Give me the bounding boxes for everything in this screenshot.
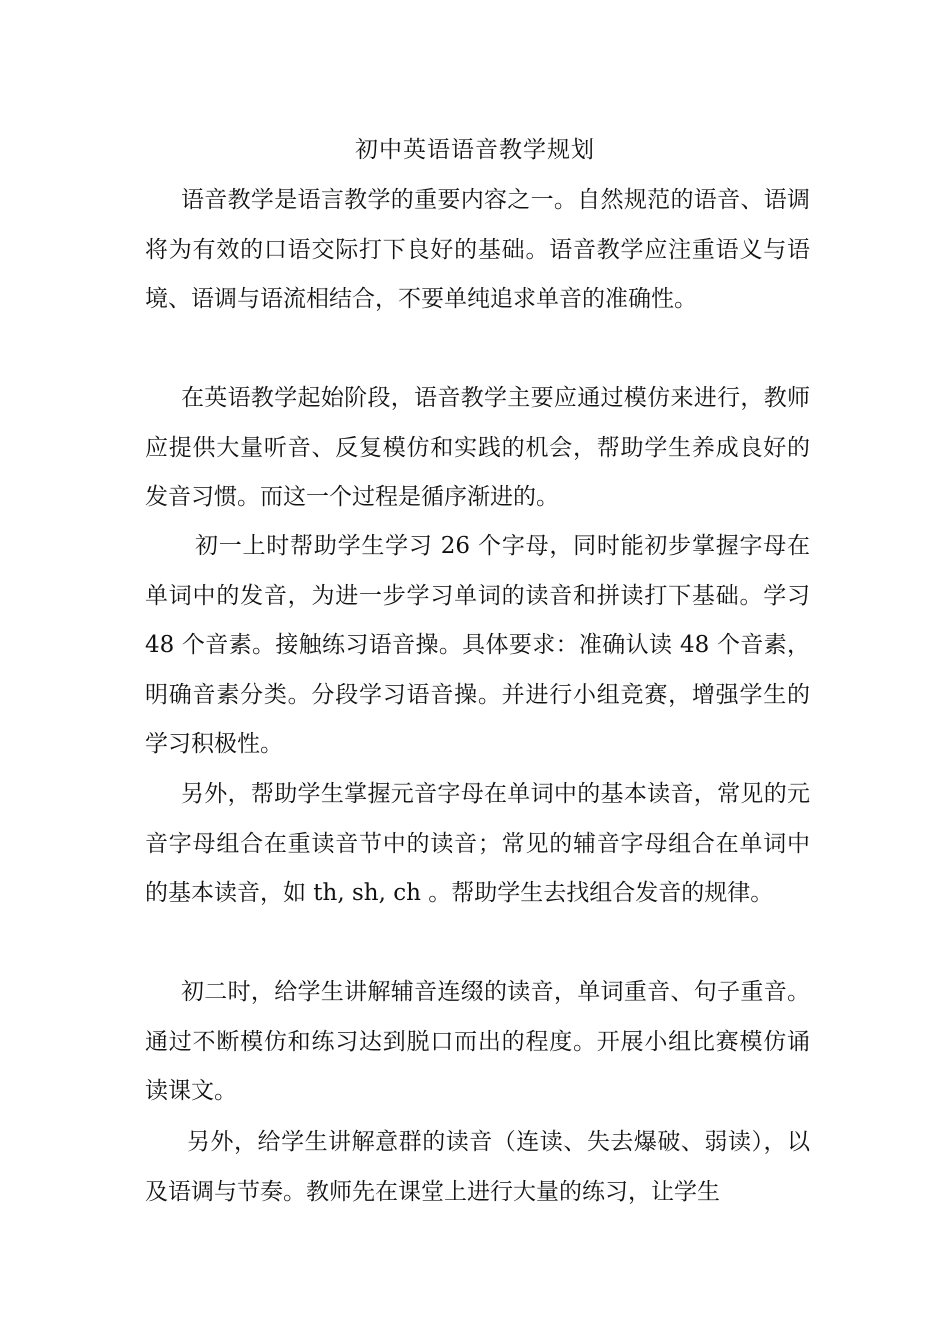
paragraph-6: 另外，给学生讲解意群的读音（连读、失去爆破、弱读），以及语调与节奏。教师先在课堂上进行大量的练习，让学生 [145, 1129, 810, 1205]
paragraph-1: 语音教学是语言教学的重要内容之一。自然规范的语音、语调将为有效的口语交际打下良好的基础。语音教学应注重语义与语境、语调与语流相结合，不要单纯追求单音的准确性。 [145, 187, 810, 312]
paragraph-4: 另外，帮助学生掌握元音字母在单词中的基本读音，常见的元音字母组合在重读音节中的读音；常见的辅音字母组合在单词中的基本读音，如 th, sh, ch 。帮助学生去找组合发音的规律。 [145, 781, 810, 906]
paragraph-5: 初二时，给学生讲解辅音连缀的读音，单词重音、句子重音。通过不断模仿和练习达到脱口而出的程度。开展小组比赛模仿诵读课文。 [145, 979, 810, 1104]
document-title: 初中英语语音教学规划 [355, 137, 595, 163]
paragraph-3: 初一上时帮助学生学习 26 个字母，同时能初步掌握字母在单词中的发音，为进一步学习单词的读音和拼读打下基础。学习 48 个音素。接触练习语音操。具体要求：准确认读 48 个音素，明确音素分类。分段学习语音操。并进行小组竞赛，增强学生的学习积极性。 [145, 533, 810, 757]
paragraph-2: 在英语教学起始阶段，语音教学主要应通过模仿来进行，教师应提供大量听音、反复模仿和实践的机会，帮助学生养成良好的发音习惯。而这一个过程是循序渐进的。 [145, 385, 810, 510]
